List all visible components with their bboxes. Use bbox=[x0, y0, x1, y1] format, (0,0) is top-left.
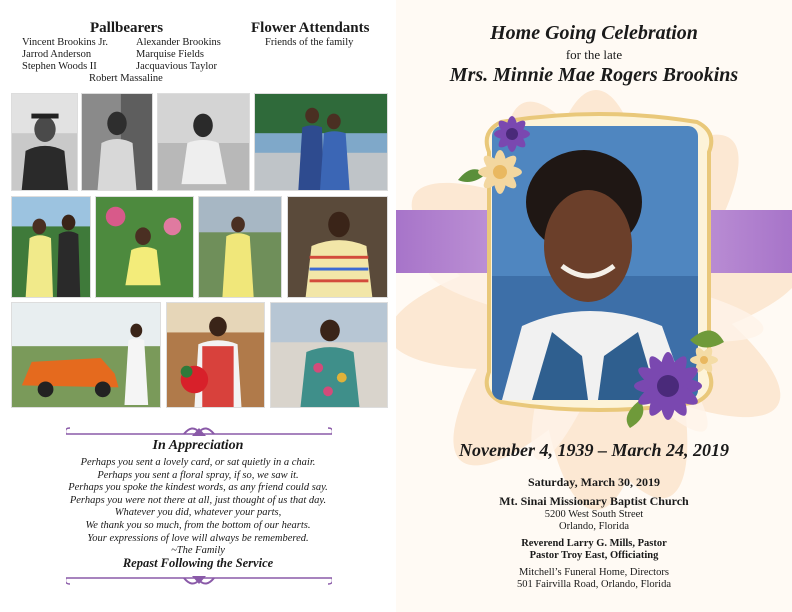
appreciation-poem bbox=[0, 457, 396, 558]
flower-attendants-subtitle: Friends of the family bbox=[265, 37, 354, 48]
photo-couple-car bbox=[254, 93, 388, 191]
service-date: Saturday, March 30, 2019 bbox=[527, 475, 661, 489]
poem-line: We thank you so much, from the bottom of our hearts. bbox=[85, 519, 311, 531]
poem-line: Perhaps you were not there at all, just thought of us that day. bbox=[69, 494, 327, 506]
poem-line: Your expressions of love will always be remembered. bbox=[87, 532, 309, 544]
photo-orange-car bbox=[11, 302, 161, 408]
photo-graduation bbox=[11, 93, 78, 191]
church-address-city: Orlando, Florida bbox=[559, 521, 629, 532]
photo-woman-outdoors bbox=[198, 196, 282, 298]
photo-two-people-garden bbox=[11, 196, 91, 298]
funeral-home-name: Mitchell’s Funeral Home, Directors bbox=[519, 567, 669, 578]
pallbearers-title: Pallbearers bbox=[90, 20, 164, 36]
flower-attendants-title: Flower Attendants bbox=[251, 20, 370, 36]
photo-young-woman bbox=[81, 93, 153, 191]
pallbearer-name: Robert Massaline bbox=[89, 73, 163, 84]
church-name: Mt. Sinai Missionary Baptist Church bbox=[499, 494, 689, 508]
church-address-street: 5200 West South Street bbox=[544, 509, 644, 520]
ornament-divider-bottom bbox=[66, 572, 332, 588]
pallbearer-name: Alexander Brookins bbox=[136, 37, 221, 48]
photo-sitting-woman bbox=[157, 93, 250, 191]
flower-cluster-bottom-icon bbox=[620, 320, 730, 430]
pallbearer-name: Stephen Woods II bbox=[22, 61, 97, 72]
photo-gardening bbox=[95, 196, 194, 298]
pallbearer-name: Vincent Brookins Jr. bbox=[22, 37, 108, 48]
poem-line: Whatever you did, whatever your parts, bbox=[114, 507, 282, 519]
pastor-line: Reverend Larry G. Mills, Pastor bbox=[521, 538, 667, 549]
poem-line: Perhaps you spoke the kindest words, as any friend could say. bbox=[68, 482, 328, 494]
photo-kitchen-poinsettia bbox=[166, 302, 265, 408]
flower-cluster-top-icon bbox=[454, 112, 538, 196]
deceased-name: Mrs. Minnie Mae Rogers Brookins bbox=[449, 64, 739, 86]
funeral-home-address: 501 Fairvilla Road, Orlando, Florida bbox=[517, 579, 671, 590]
photo-woman-floral-shirt bbox=[270, 302, 388, 408]
life-dates: November 4, 1939 – March 24, 2019 bbox=[459, 440, 729, 460]
officiant-line: Pastor Troy East, Officiating bbox=[529, 550, 659, 561]
photo-woman-striped-shirt bbox=[287, 196, 388, 298]
pallbearer-name: Jarrod Anderson bbox=[22, 49, 92, 60]
appreciation-title: In Appreciation bbox=[152, 438, 244, 453]
poem-line: Perhaps you sent a floral spray, if so, we saw it. bbox=[97, 469, 299, 481]
celebration-subtitle: for the late bbox=[565, 47, 623, 62]
right-panel bbox=[396, 0, 792, 612]
pallbearer-name: Jacquavious Taylor bbox=[136, 61, 218, 72]
celebration-title: Home Going Celebration bbox=[490, 22, 698, 44]
poem-line: Perhaps you sent a lovely card, or sat quietly in a chair. bbox=[80, 457, 316, 468]
pallbearer-name: Marquise Fields bbox=[136, 49, 204, 60]
repast-notice: Repast Following the Service bbox=[122, 556, 274, 570]
poem-signature: ~The Family bbox=[171, 545, 225, 557]
